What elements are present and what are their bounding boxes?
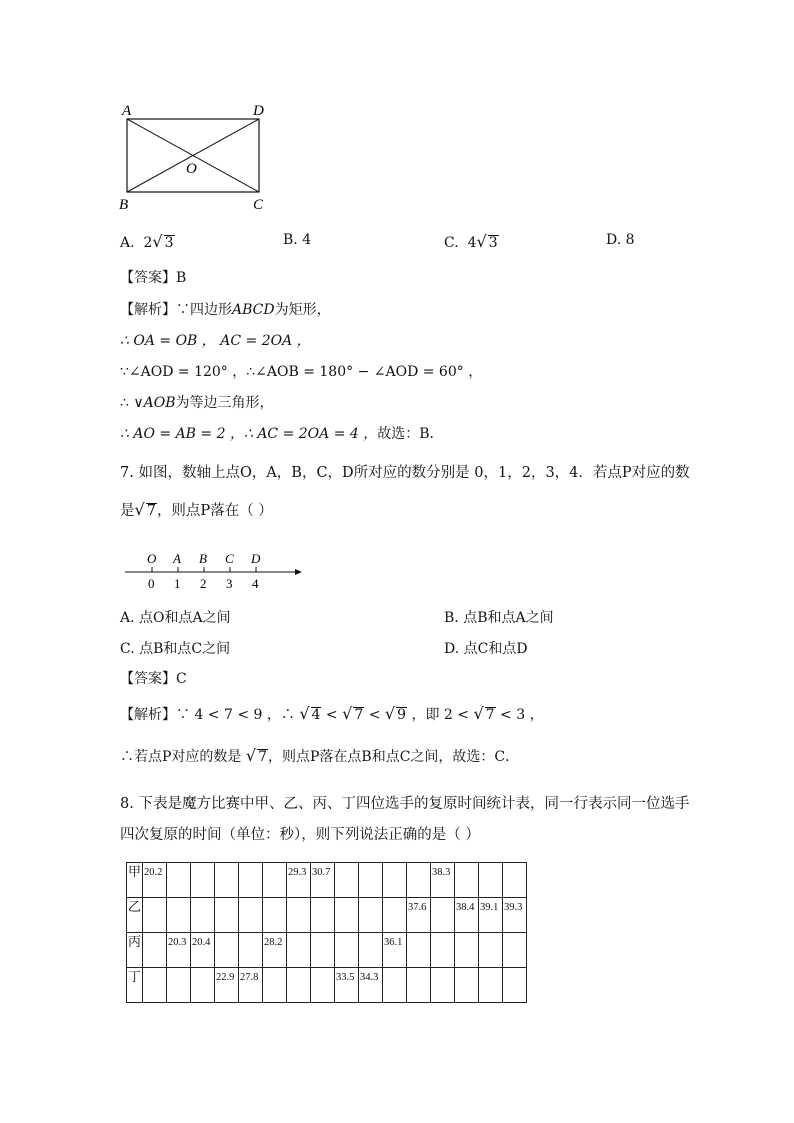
math: ∴ AO = AB = 2 ，∴ AC = 2OA = 4 ， bbox=[120, 426, 378, 442]
q7-option-d: D. 点C和点D bbox=[444, 641, 528, 657]
table-cell bbox=[215, 898, 239, 933]
text: ，则点P落在点B和点C之间，故选：C． bbox=[268, 749, 520, 765]
table-cell bbox=[263, 898, 287, 933]
text: 故选：B． bbox=[377, 426, 444, 442]
tick-label-1: 1 bbox=[174, 576, 181, 591]
table-cell bbox=[359, 863, 383, 898]
timing-table bbox=[126, 862, 527, 1003]
q6-option-c bbox=[444, 232, 499, 251]
sqrt-icon: √ bbox=[299, 704, 310, 723]
table-cell bbox=[215, 863, 239, 898]
table-cell: 22.9 bbox=[215, 968, 239, 1003]
table-cell bbox=[191, 968, 215, 1003]
table-cell: 37.6 bbox=[407, 898, 431, 933]
sqrt-icon: √ bbox=[473, 704, 484, 723]
table-cell bbox=[359, 933, 383, 968]
option-letter: C. bbox=[444, 235, 459, 251]
radicand: 4 bbox=[311, 707, 321, 723]
radicand: 7 bbox=[354, 707, 364, 723]
point-a-label: A bbox=[173, 551, 181, 566]
number-line bbox=[120, 548, 310, 593]
q6-option-b: B. 4 bbox=[283, 232, 312, 248]
table-cell bbox=[311, 898, 335, 933]
text: ，即 2 < bbox=[411, 707, 469, 723]
table-cell bbox=[455, 863, 479, 898]
q7-stem-line2 bbox=[120, 500, 273, 521]
tick-label-2: 2 bbox=[200, 576, 207, 591]
table-cell: 39.1 bbox=[479, 898, 503, 933]
row-header-cell: 乙 bbox=[127, 898, 143, 933]
center-o-label: O bbox=[186, 161, 197, 177]
table-cell: 27.8 bbox=[239, 968, 263, 1003]
table-cell bbox=[239, 863, 263, 898]
text: 为矩形， bbox=[274, 302, 331, 318]
table-cell: 38.3 bbox=[431, 863, 455, 898]
table-cell bbox=[143, 968, 167, 1003]
table-cell bbox=[167, 968, 191, 1003]
table-cell: 39.3 bbox=[503, 898, 527, 933]
table-cell bbox=[335, 933, 359, 968]
q7-option-a: A. 点O和点A之间 bbox=[120, 610, 231, 626]
q7-analysis-line1 bbox=[120, 704, 544, 725]
table-cell bbox=[503, 863, 527, 898]
table-cell bbox=[167, 898, 191, 933]
radicand: 7 bbox=[146, 503, 156, 519]
vertex-a-label: A bbox=[122, 103, 132, 119]
table-cell bbox=[431, 898, 455, 933]
table-cell: 30.7 bbox=[311, 863, 335, 898]
table-cell: 20.4 bbox=[191, 933, 215, 968]
q6-analysis-line2: ∴ OA = OB ， AC = 2OA ， bbox=[120, 333, 311, 349]
text: ，则点P落在（ ） bbox=[156, 503, 273, 519]
table-cell: 28.2 bbox=[263, 933, 287, 968]
table-cell bbox=[215, 933, 239, 968]
tick-label-4: 4 bbox=[252, 576, 259, 591]
text: 【解析】∵四边形 bbox=[120, 302, 232, 318]
sqrt-icon: √ bbox=[342, 704, 353, 723]
q7-stem-line1: 7. 如图，数轴上点O，A，B，C，D所对应的数分别是 0，1，2，3，4．若点P对应的数 bbox=[120, 465, 690, 481]
table-cell bbox=[311, 933, 335, 968]
sqrt-icon: √ bbox=[134, 500, 145, 519]
table-cell bbox=[407, 863, 431, 898]
q8-stem-line2: 四次复原的时间（单位：秒），则下列说法正确的是（ ） bbox=[120, 827, 480, 843]
q6-analysis-line5 bbox=[120, 424, 444, 444]
text: < 3 ， bbox=[500, 707, 544, 723]
table-cell: 38.4 bbox=[455, 898, 479, 933]
table-cell bbox=[479, 933, 503, 968]
table-cell bbox=[287, 898, 311, 933]
table-row bbox=[127, 863, 527, 898]
radicand: 9 bbox=[397, 707, 406, 723]
table-cell: 20.3 bbox=[167, 933, 191, 968]
radicand: 7 bbox=[485, 707, 495, 723]
q6-option-d: D. 8 bbox=[606, 232, 635, 248]
table-cell: 33.5 bbox=[335, 968, 359, 1003]
table-cell: 36.1 bbox=[383, 933, 407, 968]
table-row bbox=[127, 898, 527, 933]
table-cell bbox=[335, 863, 359, 898]
point-b-label: B bbox=[199, 551, 207, 566]
table-cell bbox=[503, 933, 527, 968]
radicand: 3 bbox=[164, 235, 174, 251]
table-cell bbox=[191, 898, 215, 933]
table-cell bbox=[431, 933, 455, 968]
q6-analysis-line1 bbox=[120, 300, 331, 320]
row-header-cell: 甲 bbox=[127, 863, 143, 898]
table-cell bbox=[335, 898, 359, 933]
vertex-d-label: D bbox=[253, 103, 264, 119]
table-cell bbox=[455, 933, 479, 968]
text: ∴ ∨ bbox=[120, 395, 144, 411]
coefficient: 4 bbox=[467, 235, 477, 251]
sqrt-icon: √ bbox=[476, 232, 487, 251]
table-cell bbox=[239, 898, 263, 933]
q6-answer: 【答案】B bbox=[120, 270, 187, 286]
table-cell bbox=[359, 898, 383, 933]
table-cell bbox=[191, 863, 215, 898]
table-cell bbox=[167, 863, 191, 898]
table-cell bbox=[263, 863, 287, 898]
row-header-cell: 丙 bbox=[127, 933, 143, 968]
table-cell bbox=[503, 968, 527, 1003]
table-cell bbox=[263, 968, 287, 1003]
point-c-label: C bbox=[225, 551, 234, 566]
table-cell bbox=[383, 968, 407, 1003]
q7-option-b: B. 点B和点A之间 bbox=[444, 610, 554, 626]
table-cell: 29.3 bbox=[287, 863, 311, 898]
table-cell bbox=[455, 968, 479, 1003]
table-row bbox=[127, 968, 527, 1003]
text: 是 bbox=[120, 503, 135, 519]
q6-analysis-line3: ∵∠AOD = 120° ，∴∠AOB = 180° − ∠AOD = 60° ， bbox=[120, 364, 483, 380]
table-cell: 20.2 bbox=[143, 863, 167, 898]
q8-stem-line1: 8. 下表是魔方比赛中甲、乙、丙、丁四位选手的复原时间统计表，同一行表示同一位选手 bbox=[120, 796, 690, 812]
tick-label-0: 0 bbox=[148, 576, 155, 591]
text: 为等边三角形， bbox=[175, 395, 274, 411]
point-d-label: D bbox=[251, 551, 261, 566]
table-cell: 34.3 bbox=[359, 968, 383, 1003]
text: 【解析】∵ 4 < 7 < 9 ，∴ bbox=[120, 707, 295, 723]
radicand: 7 bbox=[258, 749, 267, 765]
text: ∴若点P对应的数是 bbox=[120, 749, 242, 765]
math: AOB bbox=[143, 395, 176, 411]
row-header-cell: 丁 bbox=[127, 968, 143, 1003]
vertex-b-label: B bbox=[119, 197, 129, 213]
q6-option-a bbox=[120, 232, 175, 251]
table-cell bbox=[143, 898, 167, 933]
q6-analysis-line4 bbox=[120, 393, 274, 413]
rectangle-figure bbox=[110, 95, 290, 220]
operator: < bbox=[368, 707, 381, 723]
q7-option-c: C. 点B和点C之间 bbox=[120, 641, 231, 657]
table-row bbox=[127, 933, 527, 968]
option-letter: A. bbox=[120, 235, 135, 251]
table-cell bbox=[287, 968, 311, 1003]
q7-analysis-line2 bbox=[120, 746, 519, 767]
table-cell bbox=[407, 968, 431, 1003]
sqrt-icon: √ bbox=[384, 704, 396, 723]
table-cell bbox=[407, 933, 431, 968]
table-cell bbox=[239, 933, 263, 968]
sqrt-icon: √ bbox=[245, 746, 257, 765]
point-o-label: O bbox=[147, 551, 157, 566]
radicand: 3 bbox=[488, 235, 498, 251]
table-cell bbox=[311, 968, 335, 1003]
table-cell bbox=[383, 898, 407, 933]
table-cell bbox=[383, 863, 407, 898]
table-cell bbox=[479, 863, 503, 898]
table-cell bbox=[431, 968, 455, 1003]
vertex-c-label: C bbox=[253, 197, 264, 213]
table-cell bbox=[479, 968, 503, 1003]
operator: < bbox=[325, 707, 338, 723]
sqrt-icon: √ bbox=[152, 232, 163, 251]
table-cell bbox=[143, 933, 167, 968]
arrow-right-icon bbox=[295, 569, 302, 575]
tick-label-3: 3 bbox=[226, 576, 233, 591]
coefficient: 2 bbox=[143, 235, 153, 251]
math: ABCD bbox=[232, 302, 275, 318]
q7-answer: 【答案】C bbox=[120, 671, 187, 687]
table-cell bbox=[287, 933, 311, 968]
